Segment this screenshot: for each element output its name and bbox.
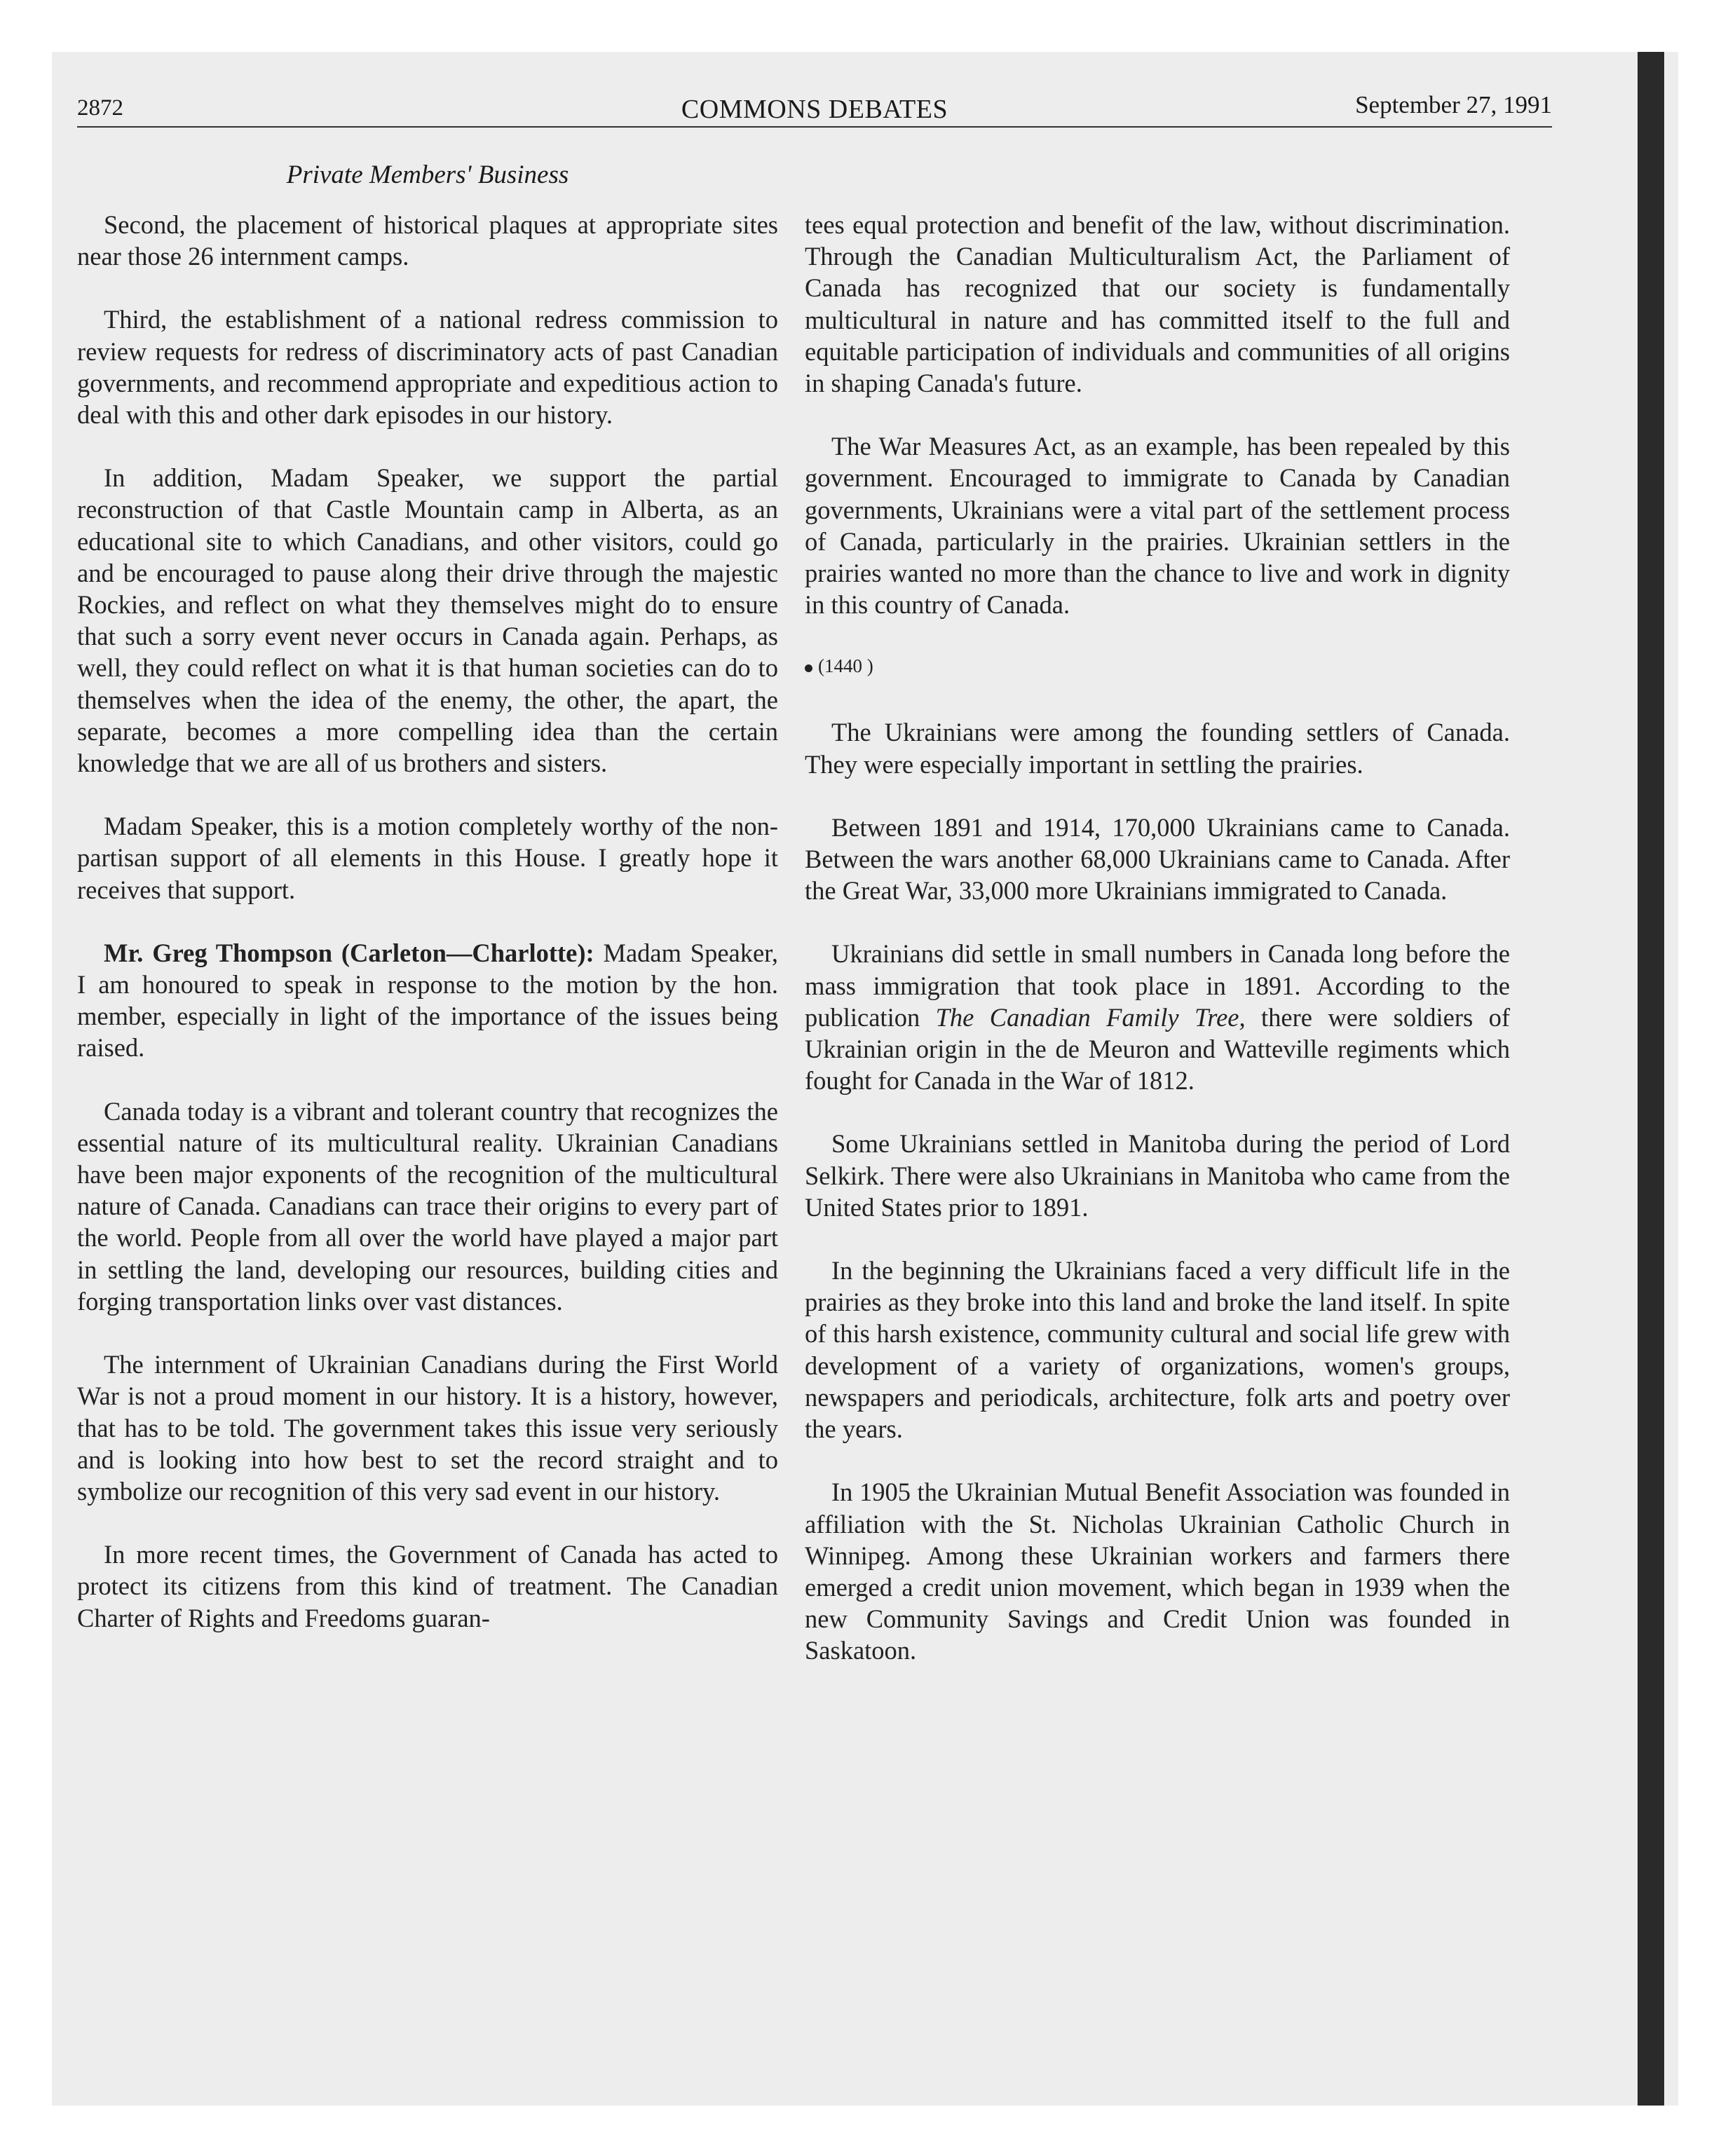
paragraph: Some Ukrainians settled in Manitoba during the period of Lord Selkirk. There were also Ukrainians in Manitoba who came from the United States prior to 1891. <box>805 1129 1510 1222</box>
left-column <box>77 209 778 1665</box>
paragraph <box>805 938 1510 1096</box>
speaker-name: Mr. Greg Thompson (Carleton—Charlotte): <box>104 938 594 967</box>
paragraph: Second, the placement of historical plaques at appropriate sites near those 26 internment camps. <box>77 210 778 271</box>
paragraph: Third, the establishment of a national redress commission to review requests for redress of discriminatory acts of past Canadian governments, and recommend appropriate and expeditious action to deal with this and other dark episodes in our history. <box>77 305 778 430</box>
paragraph: In 1905 the Ukrainian Mutual Benefit Association was founded in affiliation with the St. Nicholas Ukrainian Catholic Church in Winnipeg. Among these Ukrainian workers and farmers there emerged a credit union movement, which began in 1939 when the new Community Savings and Credit Union was founded in Saskatoon. <box>805 1478 1510 1665</box>
paragraph: tees equal protection and benefit of the law, without discrimination. Through the Canadian Multiculturalism Act, the Parliament of Canada has recognized that our society is fundamentally multicultural in nature and has committed itself to the full and equitable participation of individuals and communities of all origins in shaping Canada's future. <box>805 210 1510 398</box>
section-title: Private Members' Business <box>286 161 569 189</box>
paragraph: In addition, Madam Speaker, we support the partial reconstruction of that Castle Mountain camp in Alberta, as an educational site to which Canadians, and other visitors, could go and be encouraged to pause along their drive through the majestic Rockies, and reflect on what they themselves might do to ensure that such a sorry event never occurs in Canada again. Perhaps, as well, they could reflect on what it is that human societies can do to themselves when the idea of the enemy, the other, the apart, the separate, becomes a more compelling idea than the certain knowledge that we are all of us brothers and sisters. <box>77 463 778 778</box>
timestamp <box>805 652 1510 680</box>
page-header <box>77 83 1552 125</box>
paragraph: The Ukrainians were among the founding settlers of Canada. They were especially important in settling the prairies. <box>805 718 1510 779</box>
bullet-icon <box>805 664 812 672</box>
paragraph: In the beginning the Ukrainians faced a very difficult life in the prairies as they broke into this land and broke the land itself. In spite of this harsh existence, community cultural and social life grew with development of a variety of organizations, women's groups, newspapers and periodicals, architecture, folk arts and poetry over the years. <box>805 1256 1510 1444</box>
paragraph: Madam Speaker, this is a motion completely worthy of the non-partisan support of all elements in this House. I greatly hope it receives that support. <box>77 812 778 904</box>
speaker-text: Madam Speaker, I am honoured to speak in response to the motion by the hon. member, especially in light of the importance of the issues being raised. <box>77 938 778 1063</box>
right-column <box>805 209 1510 1698</box>
paragraph: The internment of Ukrainian Canadians during the First World War is not a proud moment in our history. It is a history, however, that has to be told. The government takes this issue very seriously and is looking into how best to set the record straight and to symbolize our recognition of this very sad event in our history. <box>77 1350 778 1506</box>
timestamp-text: (1440 ) <box>818 655 873 677</box>
speaker-paragraph <box>77 937 778 1064</box>
header-rule <box>77 126 1552 128</box>
paragraph: Between 1891 and 1914, 170,000 Ukrainians came to Canada. Between the wars another 68,000 Ukrainians came to Canada. After the Great War, 33,000 more Ukrainians immigrated to Canada. <box>805 812 1510 906</box>
paragraph-text: there were soldiers of Ukrainian origin in the de Meuron and Watteville regiments which fought for Canada in the War of 1812. <box>805 1002 1511 1096</box>
paragraph: The War Measures Act, as an example, has been repealed by this government. Encouraged to immigrate to Canada by Canadian governments, Ukrainians were a vital part of the settlement process of Canada, particularly in the prairies. Ukrainian settlers in the prairies wanted no more than the chance to live and work in dignity in this country of Canada. <box>805 432 1510 620</box>
paragraph: In more recent times, the Government of Canada has acted to protect its citizens from this kind of treatment. The Canadian Charter of Rights and Freedoms guaran- <box>77 1540 778 1632</box>
publication-name: The Canadian Family Tree, <box>935 1002 1246 1032</box>
page-date: September 27, 1991 <box>1355 91 1552 118</box>
paragraph: Canada today is a vibrant and tolerant country that recognizes the essential nature of its multicultural reality. Ukrainian Canadians have been major exponents of the recognition of the multicultural nature of Canada. Canadians can trace their origins to every part of the world. People from all over the world have played a major part in settling the land, developing our resources, building cities and forging transportation links over vast distances. <box>77 1096 778 1316</box>
paragraph-text: Ukrainians did settle in small numbers in Canada long before the mass immigration that took place in 1891. According to the publication <box>805 939 1510 1032</box>
scan-edge-shadow <box>1638 52 1664 2106</box>
page-number: 2872 <box>77 95 123 121</box>
publication-title: COMMONS DEBATES <box>681 95 948 124</box>
